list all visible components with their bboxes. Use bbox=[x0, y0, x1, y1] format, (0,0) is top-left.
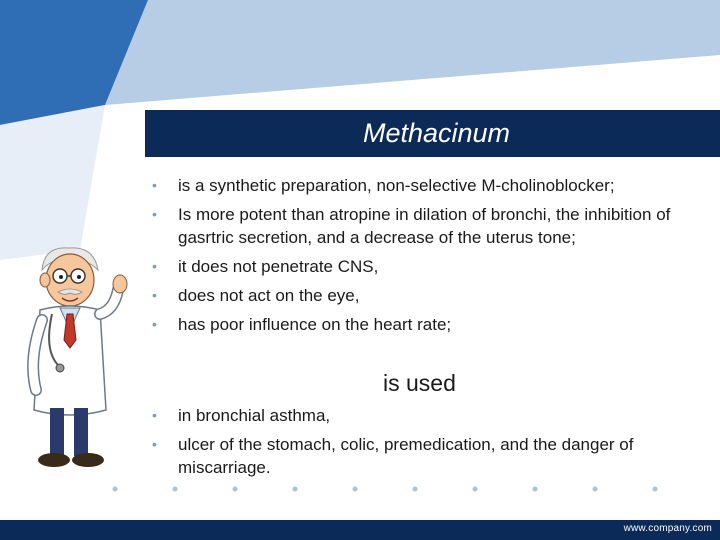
title-bar bbox=[145, 110, 720, 157]
bullet-icon: • bbox=[152, 436, 157, 452]
subheading-is-used: is used bbox=[383, 370, 456, 396]
decorative-dots bbox=[0, 486, 720, 496]
pale-blue-shape bbox=[0, 105, 105, 260]
list-item: • ulcer of the stomach, colic, premedication, and the danger of miscarriage. bbox=[152, 435, 634, 477]
footer-bar bbox=[0, 520, 720, 540]
bullet-icon: • bbox=[152, 177, 157, 193]
list-item: • does not act on the eye, bbox=[152, 286, 360, 305]
light-blue-band bbox=[105, 0, 720, 105]
bullet-icon: • bbox=[152, 258, 157, 274]
list-item: • in bronchial asthma, bbox=[152, 406, 331, 425]
list-item: • has poor influence on the heart rate; bbox=[152, 315, 452, 334]
list-item: • is a synthetic preparation, non-selective M-cholinoblocker; bbox=[152, 176, 615, 195]
slide-title: Methacinum bbox=[362, 118, 511, 148]
bullet-icon: • bbox=[152, 287, 157, 303]
bullet-icon: • bbox=[152, 407, 157, 423]
list-item: • Is more potent than atropine in dilation of bronchi, the inhibition of gasrtric secretion, and a decrease of the uterus tone; bbox=[152, 205, 671, 247]
bullet-list-uses bbox=[150, 404, 710, 485]
bullet-list-properties bbox=[150, 174, 710, 342]
list-item: • it does not penetrate CNS, bbox=[152, 257, 379, 276]
bullet-icon: • bbox=[152, 206, 157, 222]
doctor-illustration bbox=[14, 240, 134, 490]
footer-url[interactable]: www.company.com bbox=[623, 523, 712, 534]
bullet-icon: • bbox=[152, 316, 157, 332]
